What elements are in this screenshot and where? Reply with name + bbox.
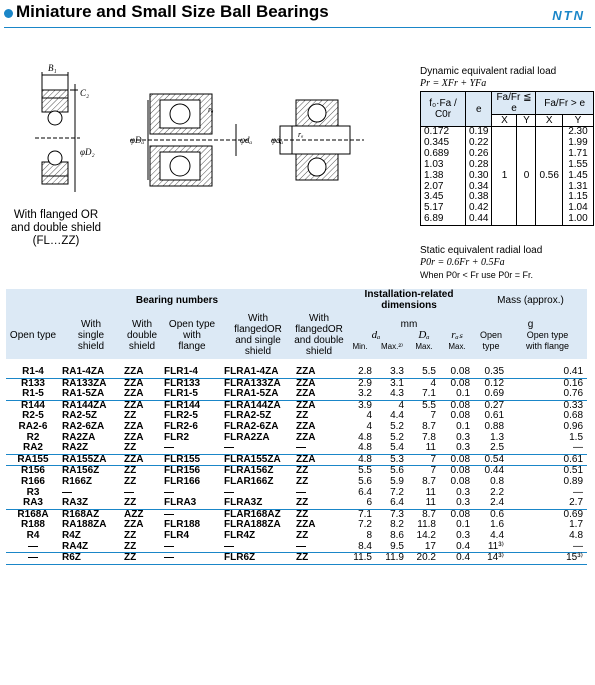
table-cell: 0.08 [440, 454, 474, 466]
table-cell: — [6, 542, 60, 553]
table-cell: 2.8 [344, 359, 376, 378]
table-cell: R2 [26, 431, 40, 443]
label-ra: rₐ [208, 105, 214, 114]
table-cell: RA2-6ZA [62, 420, 105, 432]
table-cell: ZZA [122, 454, 162, 466]
table-cell: 11³⁾ [474, 542, 508, 553]
header-flanged-single: With flangedOR and single shield [222, 311, 294, 359]
table-cell: FLAR168AZ [222, 509, 294, 520]
table-cell: 0.08 [440, 400, 474, 411]
label-Da: φDₐ [130, 135, 145, 145]
table-cell: 4 [366, 420, 372, 432]
table-cell: 0.3 [456, 529, 471, 541]
table-cell: R144 [6, 400, 60, 411]
header-single-shield: With single shield [60, 311, 122, 359]
table-cell: ZZA [122, 400, 162, 411]
header-dimension-cols: mm dₐ Dₐ rₐₛ Min. Max.²⁾ Max. Max. [344, 311, 474, 359]
table-cell: ZZ [124, 529, 137, 541]
table-cell: 3.3 [376, 359, 408, 378]
table-cell: 7.2 [358, 519, 372, 531]
header-open-flange: Open type with flange [162, 311, 222, 359]
table-cell: — [162, 443, 222, 454]
table-cell: FLRA156Z [222, 466, 294, 477]
table-cell: 0.54 [474, 454, 508, 466]
table-cell: RA2Z [60, 443, 122, 454]
table-cell: 0.33 [508, 400, 587, 411]
table-row [6, 498, 587, 509]
table-cell: 11.9 [376, 553, 408, 565]
bullet-icon [4, 9, 13, 18]
flanged-bearing-drawing [35, 72, 80, 192]
table-cell: 4.8 [358, 431, 372, 443]
table-cell: R1-4 [6, 359, 60, 378]
y-le-value: 0 [517, 127, 536, 226]
table-cell: 4.8 [344, 443, 376, 454]
table-cell: ZZ [294, 498, 344, 509]
table-cell: 7.3 [376, 509, 408, 520]
table-cell: 0.12 [474, 378, 508, 389]
table-cell: 11 [425, 486, 436, 498]
table-cell: 2.5 [474, 443, 508, 454]
table-cell: 8.7 [422, 475, 436, 487]
table-cell: FLRA3 [162, 498, 222, 509]
table-cell: ZZ [122, 443, 162, 454]
table-cell: 0.1 [456, 519, 471, 531]
table-cell: 3.2 [344, 389, 376, 400]
table-cell: ZZ [124, 410, 137, 422]
table-cell: 6 [344, 498, 376, 509]
table-cell: — [222, 443, 294, 454]
drawing-caption [6, 209, 106, 248]
table-cell: 0.89 [563, 475, 584, 487]
table-cell: 7 [408, 466, 440, 477]
table-cell: — [294, 443, 344, 454]
table-cell: 8.2 [390, 519, 404, 531]
table-cell: R6Z [60, 553, 122, 565]
table-cell: FLRA1-5ZA [222, 389, 294, 400]
table-cell: ZZ [294, 553, 344, 565]
table-cell: FLR156 [162, 466, 222, 477]
table-cell: ZZA [294, 378, 344, 389]
table-cell: AZZ [122, 509, 162, 520]
table-cell: 2.4 [474, 498, 508, 509]
table-cell: FLR155 [162, 454, 222, 466]
load-formula-block [420, 66, 556, 90]
header-double-shield: With double shield [122, 311, 162, 359]
table-cell: ZZ [122, 542, 162, 553]
table-cell: 7 [430, 410, 436, 422]
table-cell: 4 [376, 400, 408, 411]
table-row [6, 422, 587, 433]
table-cell: 0.1 [456, 420, 471, 432]
table-cell: R156 [6, 466, 60, 477]
table-cell: FLAR166Z [224, 475, 274, 487]
table-cell: 5.4 [376, 443, 408, 454]
col-x2: X [536, 115, 562, 127]
table-cell: ZZA [124, 420, 144, 432]
table-cell: 3.1 [376, 378, 408, 389]
table-row [6, 531, 587, 542]
table-cell: 0.69 [474, 389, 508, 400]
table-row [6, 553, 587, 565]
table-cell: RA156Z [60, 466, 122, 477]
table-cell: 0.61 [484, 410, 505, 422]
col-y: Y [517, 115, 536, 127]
table-cell: FLR133 [162, 378, 222, 389]
header-open-type: Open type [6, 311, 60, 359]
table-cell: 20.2 [408, 553, 440, 565]
table-cell: R168A [6, 509, 60, 520]
page-header [4, 2, 591, 26]
table-cell: 6.4 [376, 498, 408, 509]
table-cell: FLR1-5 [162, 389, 222, 400]
table-cell: ZZA [294, 389, 344, 400]
table-cell: 7.1 [344, 509, 376, 520]
table-cell: 14.2 [416, 529, 436, 541]
table-cell: ZZA [296, 519, 316, 531]
table-row [6, 389, 587, 400]
mounting-drawing-housing [130, 94, 253, 186]
table-cell: — [224, 486, 234, 498]
table-row [6, 542, 587, 553]
table-cell: RA1-5ZA [60, 389, 122, 400]
table-cell: R3 [26, 486, 40, 498]
col-gt: Fa/Fr > e [536, 92, 593, 115]
table-cell: RA188ZA [62, 519, 107, 531]
table-cell: FLRA3Z [222, 498, 294, 509]
table-cell: RA4Z [60, 542, 122, 553]
table-cell: ZZ [122, 466, 162, 477]
mounting-drawing-shaft [272, 100, 364, 180]
table-cell: RA3Z [60, 498, 122, 509]
table-cell: 0.3 [456, 431, 471, 443]
table-cell: ZZ [296, 475, 309, 487]
table-cell: 4 [408, 378, 440, 389]
table-cell: 11 [408, 498, 440, 509]
table-cell: ZZA [296, 431, 316, 443]
table-cell: FLRA188ZA [224, 519, 281, 531]
table-cell: 0.41 [508, 359, 587, 378]
table-cell: ZZ [294, 466, 344, 477]
table-cell: 0.08 [440, 378, 474, 389]
table-cell: — [508, 443, 587, 454]
table-cell: FLR1-4 [162, 359, 222, 378]
table-cell: 0.08 [440, 466, 474, 477]
table-cell: 0.69 [508, 509, 587, 520]
table-cell: 11.8 [417, 519, 436, 531]
caption-line: With flanged OR [13, 209, 99, 221]
table-row [6, 454, 587, 466]
table-cell: RA2-5Z [62, 410, 98, 422]
table-cell: 0.76 [508, 389, 587, 400]
table-cell: 0.4 [440, 553, 474, 565]
table-cell: 4.4 [390, 410, 404, 422]
y-column: 2.30 1.99 1.71 1.55 1.45 1.31 1.15 1.04 1.00 [562, 127, 593, 226]
table-cell: 0.44 [474, 466, 508, 477]
table-cell: 5.6 [358, 475, 372, 487]
table-cell: FLR2-6 [164, 420, 198, 432]
table-cell: 3.9 [344, 400, 376, 411]
table-cell: 0.6 [474, 509, 508, 520]
table-cell: — [6, 553, 60, 565]
table-cell: — [124, 486, 134, 498]
table-cell: ZZA [294, 454, 344, 466]
header-mass-cols: g Open type Open type with flange [474, 311, 587, 359]
table-cell: R166 [21, 475, 45, 487]
table-cell: 5.2 [390, 431, 404, 443]
table-cell: — [162, 509, 222, 520]
table-cell: 1.3 [490, 431, 505, 443]
table-cell: 4.8 [344, 454, 376, 466]
table-cell: 0.3 [440, 498, 474, 509]
label-ra-2: rₐ [298, 130, 304, 139]
table-cell: 5.6 [376, 466, 408, 477]
col-x: X [492, 115, 517, 127]
table-cell: R188 [21, 519, 45, 531]
table-cell: ZZA [122, 389, 162, 400]
table-cell: — [162, 553, 222, 565]
table-cell: ZZ [124, 475, 137, 487]
x-gt-value: 0.56 [536, 127, 562, 226]
load-title: Dynamic equivalent radial load [420, 66, 557, 77]
table-cell: ZZ [294, 509, 344, 520]
table-cell: 1.6 [490, 519, 505, 531]
table-cell: RA2ZA [62, 431, 96, 443]
load-formula: Pr = XFr + YFa [420, 78, 487, 89]
table-cell: FLR4Z [224, 529, 256, 541]
table-cell: FLRA133ZA [222, 378, 294, 389]
static-load-block [420, 245, 542, 281]
table-cell: ZZ [122, 553, 162, 565]
header-divider [4, 27, 591, 28]
table-cell: 7 [408, 454, 440, 466]
table-cell: RA155 [6, 454, 60, 466]
table-cell: 2.2 [490, 486, 505, 498]
table-cell: 5.5 [408, 359, 440, 378]
table-cell: FLRA1-4ZA [222, 359, 294, 378]
table-cell: 8 [366, 529, 372, 541]
page-title: Miniature and Small Size Ball Bearings [16, 2, 329, 21]
table-cell: ZZ [296, 410, 309, 422]
table-cell: 0.08 [440, 509, 474, 520]
table-cell: RA2 [6, 443, 60, 454]
table-cell: — [164, 486, 174, 498]
static-formula: P0r = 0.6Fr + 0.5Fa [420, 257, 505, 268]
table-cell: 9.5 [376, 542, 408, 553]
table-cell: FLR6Z [222, 553, 294, 565]
table-cell: FLRA144ZA [222, 400, 294, 411]
table-cell: ZZA [124, 519, 144, 531]
label-da-2: φdₐ [271, 135, 284, 145]
table-cell: 2.9 [344, 378, 376, 389]
table-cell: 14³⁾ [474, 553, 508, 565]
table-cell: 4.8 [569, 529, 584, 541]
table-cell: R4Z [62, 529, 81, 541]
table-cell: 0.08 [450, 475, 471, 487]
table-cell: R2-5 [22, 410, 44, 422]
header-mass: Mass (approx.) [474, 289, 587, 311]
table-cell: FLRA2-5Z [224, 410, 272, 422]
table-cell: — [62, 486, 72, 498]
table-cell: 0.1 [440, 389, 474, 400]
table-cell: R166Z [62, 475, 93, 487]
label-b1: B₁ [48, 63, 57, 73]
table-cell: 8.4 [344, 542, 376, 553]
table-cell: R168AZ [60, 509, 122, 520]
table-cell: 11 [408, 443, 440, 454]
table-cell: ZZA [122, 378, 162, 389]
f0-column: 0.172 0.345 0.689 1.03 1.38 2.07 3.45 5.17 6.89 [421, 127, 466, 226]
table-cell: 5.2 [390, 420, 404, 432]
label-da: φdₐ [240, 135, 253, 145]
bearing-table [6, 289, 587, 565]
table-cell: — [508, 542, 587, 553]
table-cell: 4.4 [490, 529, 505, 541]
table-cell: 5.3 [376, 454, 408, 466]
table-cell: ZZA [124, 431, 144, 443]
table-cell: FLR4 [164, 529, 189, 541]
table-cell: RA144ZA [60, 400, 122, 411]
table-cell: 0.08 [440, 359, 474, 378]
label-c2: C₂ [80, 88, 90, 98]
table-cell: ZZ [296, 529, 309, 541]
table-cell: 0.16 [508, 378, 587, 389]
table-cell: 1.5 [569, 431, 584, 443]
ntn-logo: NTN [552, 8, 585, 23]
table-cell: 5.5 [408, 400, 440, 411]
table-cell: — [573, 486, 584, 498]
label-d2: φD₂ [80, 147, 95, 157]
table-cell: RA3 [6, 498, 60, 509]
e-column: 0.19 0.22 0.26 0.28 0.30 0.34 0.38 0.42 0.44 [466, 127, 492, 226]
table-cell: 11.5 [344, 553, 376, 565]
table-cell: 8.7 [408, 509, 440, 520]
table-cell: 7.2 [390, 486, 404, 498]
table-cell: R4 [26, 529, 40, 541]
table-cell: 0.35 [474, 359, 508, 378]
table-cell: RA1-4ZA [60, 359, 122, 378]
table-cell: RA2-6 [18, 420, 48, 432]
table-row [6, 359, 587, 378]
table-cell: FLRA2ZA [224, 431, 270, 443]
table-cell: 0.8 [490, 475, 505, 487]
col-le: Fa/Fr ≦ e [492, 92, 536, 115]
table-cell: 0.68 [563, 410, 584, 422]
table-cell: ZZA [294, 400, 344, 411]
col-e: e [466, 92, 492, 127]
table-cell: R1-5 [6, 389, 60, 400]
table-cell: 1.7 [569, 519, 584, 531]
table-cell: 4 [366, 410, 372, 422]
table-cell: 7.1 [408, 389, 440, 400]
table-cell: 17 [408, 542, 440, 553]
table-cell: 7.8 [422, 431, 436, 443]
static-title: Static equivalent radial load [420, 245, 543, 256]
table-cell: 0.4 [440, 542, 474, 553]
table-cell: 0.96 [563, 420, 584, 432]
table-cell: 8.6 [390, 529, 404, 541]
caption-line: (FL…ZZ) [32, 235, 80, 247]
header-install: Installation-related dimensions [344, 289, 474, 311]
table-cell: R133 [6, 378, 60, 389]
table-cell: FLR2 [164, 431, 189, 443]
load-factor-table [420, 91, 594, 226]
table-cell: 5.9 [390, 475, 404, 487]
table-cell: FLR144 [162, 400, 222, 411]
table-cell: 15³⁾ [508, 553, 587, 565]
table-cell: FLR2-5 [164, 410, 198, 422]
table-cell: 0.3 [456, 486, 471, 498]
table-cell: RA155ZA [60, 454, 122, 466]
table-cell: — [222, 542, 294, 553]
table-cell: 0.27 [474, 400, 508, 411]
table-cell: ZZA [122, 359, 162, 378]
header-flanged-double: With flangedOR and double shield [294, 313, 344, 357]
table-cell: FLR166 [164, 475, 201, 487]
table-cell: 6.4 [358, 486, 372, 498]
table-cell: 5.5 [344, 466, 376, 477]
caption-line: and double shield [10, 222, 102, 234]
table-cell: — [296, 486, 306, 498]
x-le-value: 1 [492, 127, 517, 226]
table-cell: ZZA [294, 359, 344, 378]
table-cell: 0.51 [508, 466, 587, 477]
table-cell: FLRA2-6ZA [224, 420, 279, 432]
header-bearing-numbers: Bearing numbers [60, 289, 294, 311]
table-cell: 0.3 [440, 443, 474, 454]
table-cell: 8.7 [422, 420, 436, 432]
table-cell: FLR188 [164, 519, 201, 531]
table-cell: 4.3 [376, 389, 408, 400]
table-cell: 0.08 [450, 410, 471, 422]
static-note: When P0r < Fr use P0r = Fr. [420, 270, 534, 280]
table-row [6, 443, 587, 454]
table-cell: FLRA155ZA [222, 454, 294, 466]
table-cell: 0.61 [508, 454, 587, 466]
table-row [6, 477, 587, 488]
table-cell: — [294, 542, 344, 553]
table-cell: 2.7 [508, 498, 587, 509]
table-cell: RA133ZA [60, 378, 122, 389]
col-y2: Y [562, 115, 593, 127]
col-f0: f₀·Fa / C0r [421, 92, 466, 127]
table-cell: — [162, 542, 222, 553]
table-cell: ZZA [296, 420, 316, 432]
table-cell: ZZ [122, 498, 162, 509]
table-cell: 0.88 [484, 420, 505, 432]
